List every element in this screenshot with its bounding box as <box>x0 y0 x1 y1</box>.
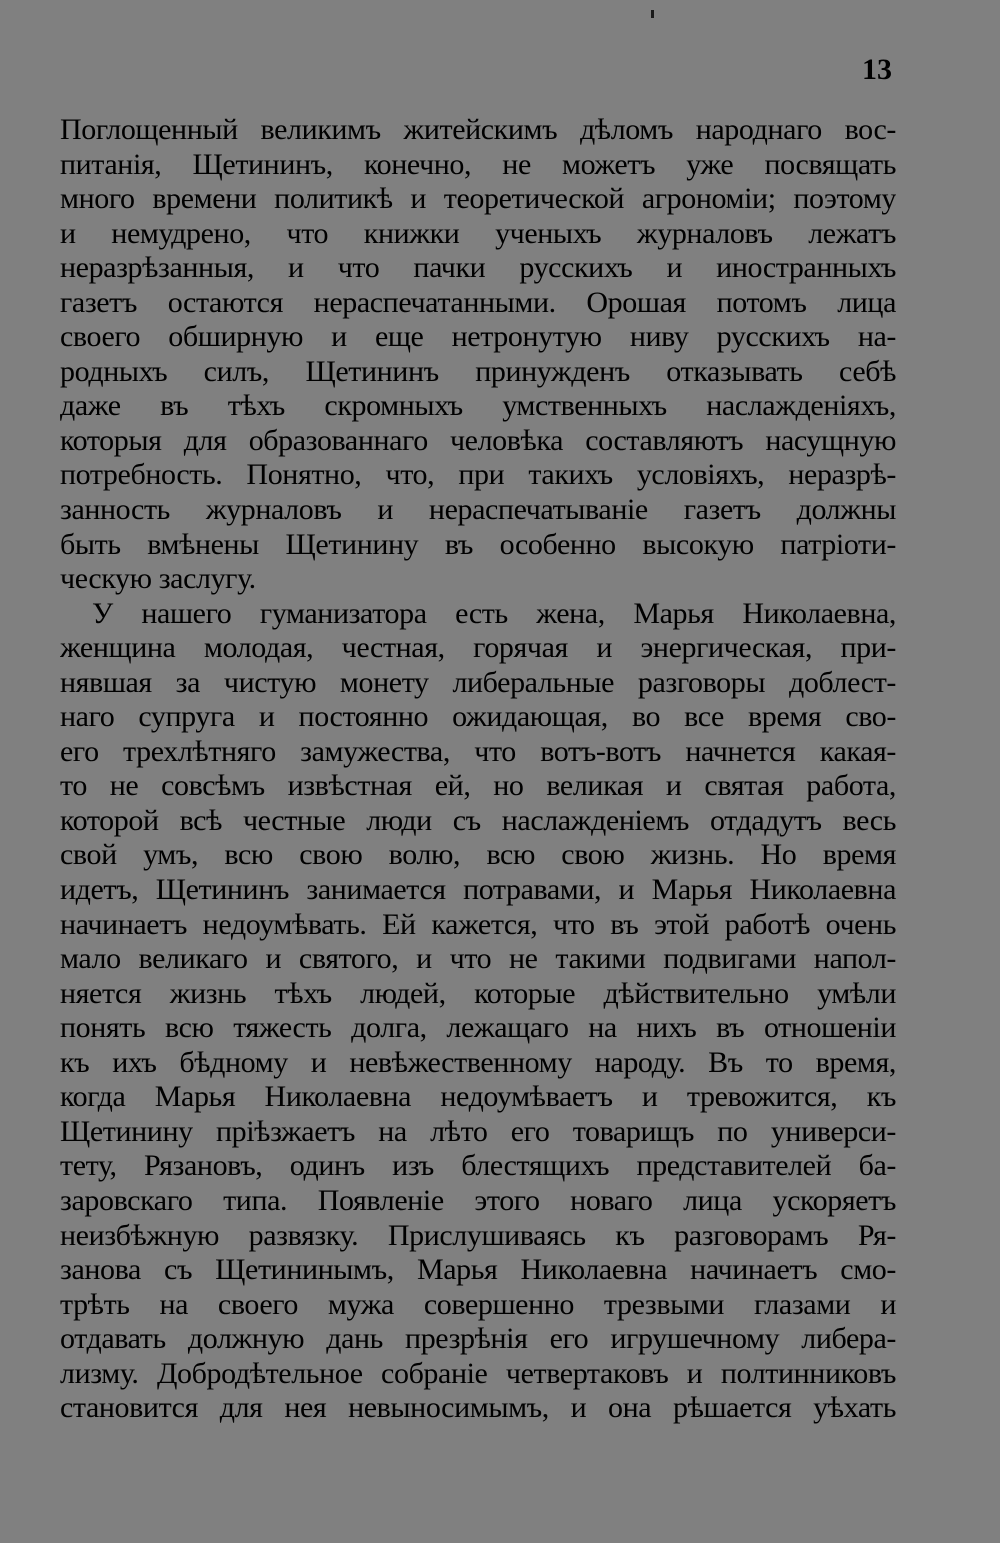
text-line: женщина молодая, честная, горячая и энергическая, при- <box>60 631 896 665</box>
text-line: Щетинину пріѣзжаетъ на лѣто его товарищъ по универси- <box>60 1114 896 1148</box>
text-line: то не совсѣмъ извѣстная ей, но великая и святая работа, <box>60 769 896 803</box>
text-line: и немудрено, что книжки ученыхъ журналовъ лежатъ <box>60 216 896 250</box>
text-line: становится для нея невыносимымъ, и она рѣшается уѣхать <box>60 1391 896 1425</box>
text-line: Поглощенный великимъ житейскимъ дѣломъ народнаго вос- <box>60 113 896 146</box>
text-line: ческую заслугу. <box>60 562 256 596</box>
text-line: наго супруга и постоянно ожидающая, во все время сво- <box>60 700 896 734</box>
text-line: неизбѣжную развязку. Прислушиваясь къ разговорамъ Ря- <box>60 1218 896 1252</box>
page-number: 13 <box>862 53 892 86</box>
text-line: идетъ, Щетининъ занимается потравами, и Марья Николаевна <box>60 873 896 907</box>
text-line: отдавать должную дань презрѣнія его игрушечному либера- <box>60 1322 896 1356</box>
text-line: потребность. Понятно, что, при такихъ условіяхъ, неразрѣ- <box>60 458 896 492</box>
text-line: когда Марья Николаевна недоумѣваетъ и тревожится, къ <box>60 1080 896 1114</box>
text-line: даже въ тѣхъ скромныхъ умственныхъ наслажденіяхъ, <box>60 389 896 423</box>
text-line: заровскаго типа. Появленіе этого новаго лица ускоряетъ <box>60 1183 896 1217</box>
text-line: къ ихъ бѣдному и невѣжественному народу. Въ то время, <box>60 1045 896 1079</box>
text-line: трѣть на своего мужа совершенно трезвыми глазами и <box>60 1287 896 1321</box>
text-line: родныхъ силъ, Щетининъ принужденъ отказывать себѣ <box>60 354 896 388</box>
text-line: занова съ Щетининымъ, Марья Николаевна начинаетъ смо- <box>60 1253 896 1287</box>
print-mark <box>651 10 654 18</box>
text-line: няется жизнь тѣхъ людей, которые дѣйствительно умѣли <box>60 976 896 1010</box>
text-line: которой всѣ честные люди съ наслажденіемъ отдадутъ весь <box>60 803 896 837</box>
text-line: много времени политикѣ и теоретической агрономіи; поэтому <box>60 182 896 216</box>
text-line: быть вмѣнены Щетинину въ особенно высокую патріоти- <box>60 527 896 561</box>
text-line: газетъ остаются нераспечатанными. Орошая потомъ лица <box>60 285 896 319</box>
text-line: свой умъ, всю свою волю, всю свою жизнь. Но время <box>60 838 896 872</box>
text-line: занность журналовъ и нераспечатываніе газетъ должны <box>60 493 896 527</box>
text-line: питанія, Щетининъ, конечно, не можетъ уже посвящать <box>60 147 896 181</box>
text-line: которыя для образованнаго человѣка составляютъ насущную <box>60 423 896 457</box>
text-line: своего обширную и еще нетронутую ниву русскихъ на- <box>60 320 896 354</box>
text-line: мало великаго и святого, и что не такими подвигами напол- <box>60 942 896 976</box>
text-line: понять всю тяжесть долга, лежащаго на нихъ въ отношеніи <box>60 1011 896 1045</box>
body-text <box>60 113 896 1426</box>
text-line: У нашего гуманизатора есть жена, Марья Николаевна, <box>92 596 896 630</box>
text-line: начинаетъ недоумѣвать. Ей кажется, что въ этой работѣ очень <box>60 907 896 941</box>
text-line: нявшая за чистую монету либеральные разговоры доблест- <box>60 665 896 699</box>
text-line: лизму. Добродѣтельное собраніе четвертаковъ и полтинниковъ <box>60 1356 896 1390</box>
text-line: неразрѣзанныя, и что пачки русскихъ и иностранныхъ <box>60 251 896 285</box>
text-line: его трехлѣтняго замужества, что вотъ-вотъ начнется какая- <box>60 734 896 768</box>
text-line: тету, Рязановъ, одинъ изъ блестящихъ представителей ба- <box>60 1149 896 1183</box>
